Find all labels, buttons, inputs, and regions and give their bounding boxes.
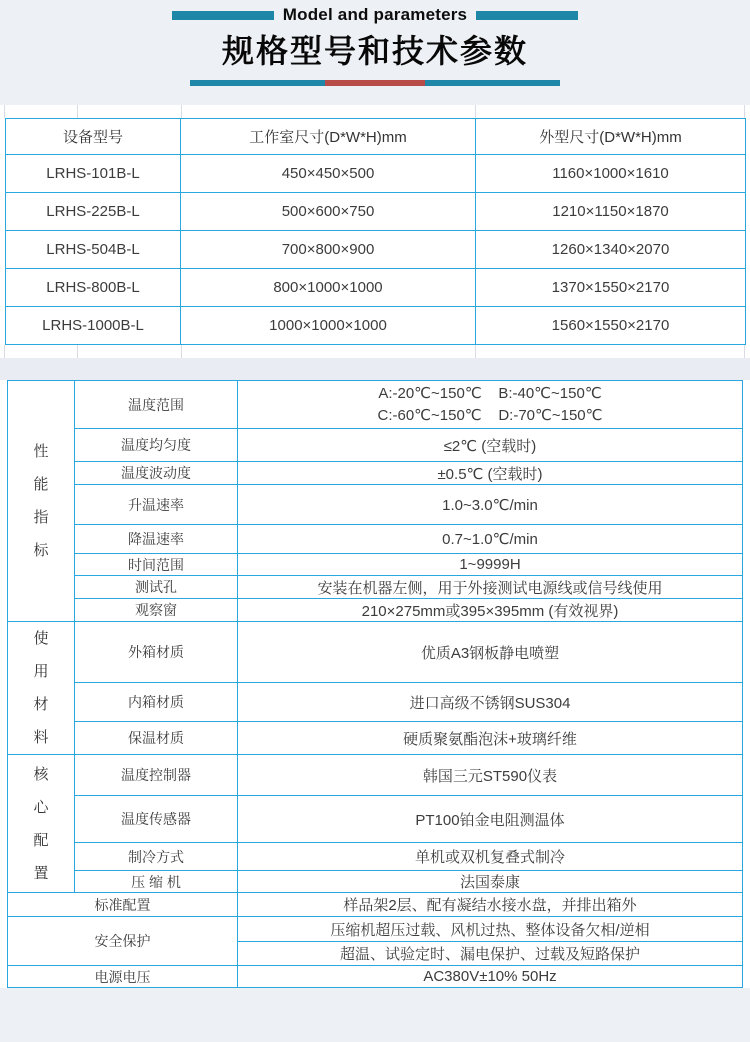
spec-label: 时间范围 [75, 554, 238, 576]
table-row [6, 193, 746, 231]
spec-label: 电源电压 [8, 966, 238, 988]
chamber-size: 800×1000×1000 [181, 269, 476, 307]
table-row [8, 871, 743, 893]
ghost-gridlines-top [0, 105, 750, 118]
spec-value: 法国泰康 [238, 871, 743, 893]
spec-label: 升温速率 [75, 485, 238, 525]
table-row [8, 485, 743, 525]
specs-table [7, 380, 743, 988]
spec-value: 超温、试验定时、漏电保护、过载及短路保护 [238, 942, 743, 966]
temp-range-line1: A:-20℃~150℃ B:-40℃~150℃ [378, 384, 602, 402]
model-name: LRHS-504B-L [6, 231, 181, 269]
spec-value: 进口高级不锈钢SUS304 [238, 683, 743, 722]
models-col-overall: 外型尺寸(D*W*H)mm [476, 119, 746, 155]
ghost-gridlines-middle [0, 345, 750, 358]
overall-size: 1370×1550×2170 [476, 269, 746, 307]
spec-label: 内箱材质 [75, 683, 238, 722]
table-row [8, 462, 743, 485]
content-sheet [0, 105, 750, 988]
chamber-size: 500×600×750 [181, 193, 476, 231]
spec-label: 测试孔 [75, 576, 238, 599]
eyebrow-text: Model and parameters [282, 5, 468, 24]
page-header [0, 0, 750, 105]
spec-value: 210×275mm或395×395mm (有效视界) [238, 599, 743, 622]
spec-value: AC380V±10% 50Hz [238, 966, 743, 988]
spec-value: ≤2℃ (空载时) [238, 429, 743, 462]
table-row [6, 231, 746, 269]
group-core-config: 核心配置 [8, 755, 75, 893]
model-name: LRHS-1000B-L [6, 307, 181, 345]
table-row [6, 307, 746, 345]
table-row [8, 622, 743, 683]
eyebrow-row [0, 5, 750, 25]
spec-value: 1.0~3.0℃/min [238, 485, 743, 525]
table-row [6, 155, 746, 193]
spec-label: 温度控制器 [75, 755, 238, 796]
table-row [8, 796, 743, 843]
spec-value: 样品架2层、配有凝结水接水盘，并排出箱外 [238, 893, 743, 917]
spec-label: 安全保护 [8, 917, 238, 966]
section-divider-band [0, 358, 750, 380]
models-table [5, 118, 746, 345]
underline-teal-right [425, 80, 560, 86]
table-row [8, 599, 743, 622]
overall-size: 1210×1150×1870 [476, 193, 746, 231]
spec-value [238, 381, 743, 429]
chamber-size: 1000×1000×1000 [181, 307, 476, 345]
spec-label: 保温材质 [75, 722, 238, 755]
spec-value: 1~9999H [238, 554, 743, 576]
eyebrow-left-bar [172, 11, 274, 20]
spec-value: ±0.5℃ (空载时) [238, 462, 743, 485]
model-name: LRHS-800B-L [6, 269, 181, 307]
spec-value: 硬质聚氨酯泡沫+玻璃纤维 [238, 722, 743, 755]
overall-size: 1160×1000×1610 [476, 155, 746, 193]
models-col-model: 设备型号 [6, 119, 181, 155]
spec-value: 安装在机器左侧，用于外接测试电源线或信号线使用 [238, 576, 743, 599]
spec-label: 观察窗 [75, 599, 238, 622]
model-name: LRHS-225B-L [6, 193, 181, 231]
underline-teal-left [190, 80, 325, 86]
table-row [8, 381, 743, 429]
table-row [8, 966, 743, 988]
spec-label: 压 缩 机 [75, 871, 238, 893]
table-row [8, 843, 743, 871]
group-performance: 性能指标 [8, 381, 75, 622]
spec-label: 标准配置 [8, 893, 238, 917]
spec-value: 0.7~1.0℃/min [238, 525, 743, 554]
title-underline [190, 80, 560, 86]
table-row [8, 893, 743, 917]
overall-size: 1260×1340×2070 [476, 231, 746, 269]
table-row [8, 576, 743, 599]
spec-label: 降温速率 [75, 525, 238, 554]
underline-red-center [325, 80, 425, 86]
spec-label: 温度传感器 [75, 796, 238, 843]
spec-value: 优质A3钢板静电喷塑 [238, 622, 743, 683]
table-row [8, 917, 743, 942]
models-header-row [6, 119, 746, 155]
spec-value: PT100铂金电阻测温体 [238, 796, 743, 843]
models-col-chamber: 工作室尺寸(D*W*H)mm [181, 119, 476, 155]
spec-label: 外箱材质 [75, 622, 238, 683]
temp-range-line2: C:-60℃~150℃ D:-70℃~150℃ [377, 406, 603, 424]
table-row [6, 269, 746, 307]
table-row [8, 755, 743, 796]
spec-value: 韩国三元ST590仪表 [238, 755, 743, 796]
spec-value: 压缩机超压过载、风机过热、整体设备欠相/逆相 [238, 917, 743, 942]
spec-value: 单机或双机复叠式制冷 [238, 843, 743, 871]
table-row [8, 429, 743, 462]
chamber-size: 450×450×500 [181, 155, 476, 193]
group-materials: 使用材料 [8, 622, 75, 755]
spec-label: 温度波动度 [75, 462, 238, 485]
table-row [8, 525, 743, 554]
table-row [8, 554, 743, 576]
eyebrow-right-bar [476, 11, 578, 20]
spec-label: 温度范围 [75, 381, 238, 429]
page-title: 规格型号和技术参数 [221, 33, 528, 69]
model-name: LRHS-101B-L [6, 155, 181, 193]
chamber-size: 700×800×900 [181, 231, 476, 269]
table-row [8, 722, 743, 755]
overall-size: 1560×1550×2170 [476, 307, 746, 345]
spec-label: 温度均匀度 [75, 429, 238, 462]
spec-label: 制冷方式 [75, 843, 238, 871]
table-row [8, 683, 743, 722]
